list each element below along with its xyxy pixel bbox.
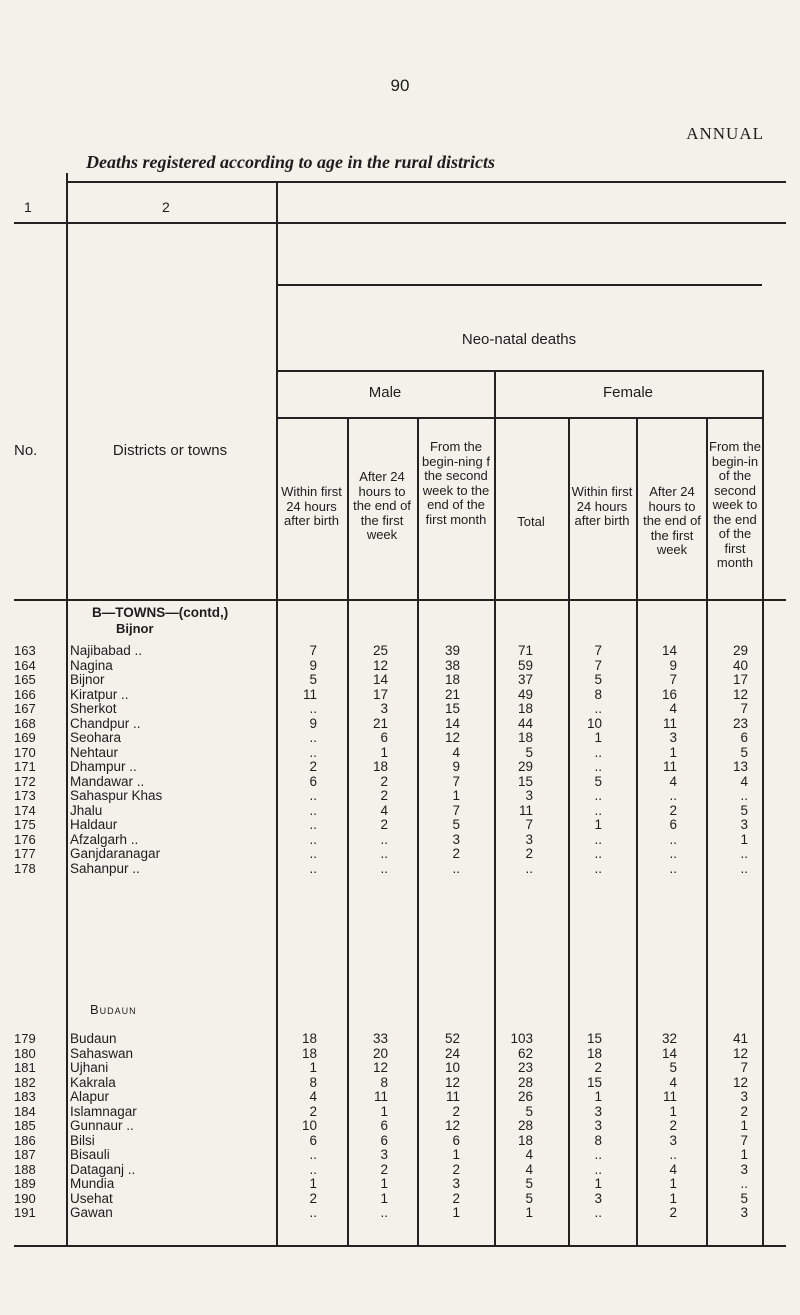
cell-value: 2 (740, 1103, 748, 1119)
row-number: 174 (14, 802, 36, 818)
cell-value: 7 (594, 657, 602, 673)
district-name: Seohara (70, 730, 122, 745)
cell-value: 71 (517, 643, 533, 658)
cell-value: 3 (452, 831, 460, 847)
cell-value: 12 (732, 1045, 748, 1061)
cell-value: .. (740, 788, 748, 803)
cell-value: 2 (594, 1060, 602, 1075)
cell-value: 18 (372, 759, 388, 774)
cell-value: 6 (309, 1132, 317, 1148)
cell-value: .. (309, 1161, 317, 1177)
cell-value: 1 (452, 1147, 460, 1162)
cell-value: 6 (380, 730, 388, 745)
cell-value: 1 (740, 1147, 748, 1162)
row-number: 168 (14, 715, 36, 731)
cell-value: 2 (380, 817, 388, 832)
cell-value: 3 (594, 1118, 602, 1133)
cell-value: 12 (372, 657, 388, 673)
cell-value: 6 (452, 1132, 460, 1148)
cell-value: 40 (732, 657, 748, 673)
header-female-from-second-week: From the begin-in of the second week to the end of the first month (709, 439, 762, 570)
cell-value: 23 (732, 715, 748, 731)
cell-value: 39 (444, 643, 460, 658)
row-number: 163 (14, 643, 36, 658)
cell-value: 14 (661, 643, 677, 658)
cell-value: 9 (669, 657, 677, 673)
cell-value: 1 (380, 1190, 388, 1206)
cell-value: 5 (452, 817, 460, 832)
header-male-within: Within first 24 hours after birth (281, 484, 342, 528)
vrule-no (66, 173, 68, 1245)
cell-value: .. (594, 846, 602, 861)
cell-value: 2 (380, 1161, 388, 1177)
cell-value: 29 (517, 759, 533, 774)
cell-value: 41 (732, 1031, 748, 1046)
rule-after-colnums (14, 222, 786, 224)
district-name: Chandpur .. (70, 715, 141, 731)
cell-value: .. (740, 860, 748, 876)
cell-value: .. (309, 1147, 317, 1162)
district-name: Usehat (70, 1190, 113, 1206)
header-neonatal: Neo-natal deaths (461, 331, 577, 348)
cell-value: 29 (732, 643, 748, 658)
cell-value: 11 (373, 1089, 388, 1104)
row-number: 172 (14, 773, 36, 789)
district-name: Bisauli (70, 1147, 110, 1162)
cell-value: 1 (594, 1089, 602, 1104)
cell-value: 1 (452, 788, 460, 803)
row-number: 183 (14, 1089, 36, 1104)
cell-value: 3 (525, 831, 533, 847)
cell-value: .. (380, 831, 388, 847)
district-name: Gunnaur .. (70, 1118, 134, 1133)
row-number: 166 (14, 686, 36, 702)
cell-value: 11 (662, 1089, 677, 1104)
cell-value: 3 (452, 1176, 460, 1191)
cell-value: 3 (740, 817, 748, 832)
cell-value: 14 (444, 715, 460, 731)
cell-value: 2 (309, 1103, 317, 1119)
cell-value: 23 (517, 1060, 533, 1075)
cell-value: 7 (452, 802, 460, 818)
cell-value: 11 (662, 715, 677, 731)
cell-value: 32 (661, 1031, 677, 1046)
cell-value: 21 (444, 686, 460, 702)
row-number: 178 (14, 860, 36, 876)
cell-value: 7 (740, 701, 748, 716)
cell-value: 2 (452, 1103, 460, 1119)
cell-value: 2 (669, 802, 677, 818)
cell-value: 5 (525, 1190, 533, 1206)
row-number: 190 (14, 1190, 36, 1206)
row-number: 181 (14, 1060, 36, 1075)
cell-value: .. (594, 788, 602, 803)
cell-value: 62 (517, 1045, 533, 1061)
cell-value: 4 (669, 1161, 677, 1177)
cell-value: 7 (740, 1060, 748, 1075)
cell-value: 25 (372, 643, 388, 658)
district-name: Nehtaur (70, 744, 119, 760)
district-name: Ujhani (70, 1060, 109, 1075)
col-number-1: 1 (24, 199, 32, 215)
cell-value: 7 (452, 773, 460, 789)
cell-value: 10 (444, 1060, 460, 1075)
cell-value: 4 (380, 802, 388, 818)
row-number: 164 (14, 657, 36, 673)
cell-value: 2 (452, 1190, 460, 1206)
cell-value: 1 (740, 1118, 748, 1133)
cell-value: 18 (517, 701, 533, 716)
cell-value: 3 (740, 1161, 748, 1177)
cell-value: .. (594, 1205, 602, 1220)
cell-value: 2 (669, 1205, 677, 1220)
cell-value: 7 (669, 672, 677, 687)
district-name: Bilsi (70, 1132, 95, 1148)
header-female-within: Within first 24 hours after birth (571, 484, 633, 528)
district-name: Kakrala (70, 1074, 116, 1090)
district-name: Islamnagar (70, 1103, 137, 1119)
cell-value: 2 (309, 1190, 317, 1206)
cell-value: 3 (525, 788, 533, 803)
cell-value: 3 (380, 701, 388, 716)
cell-value: .. (380, 1205, 388, 1220)
row-number: 167 (14, 701, 36, 716)
row-number: 185 (14, 1118, 36, 1133)
cell-value: 15 (586, 1031, 602, 1046)
district-name: Afzalgarh .. (70, 831, 139, 847)
cell-value: .. (594, 860, 602, 876)
rule-sex-bottom (276, 417, 762, 419)
header-male: Male (368, 384, 402, 401)
cell-value: .. (669, 1147, 677, 1162)
district-name: Dataganj .. (70, 1161, 136, 1177)
district-name: Bijnor (70, 672, 105, 687)
district-name: Gawan (70, 1205, 113, 1220)
rule-table-bottom (14, 1245, 786, 1247)
cell-value: 12 (372, 1060, 388, 1075)
cell-value: 11 (662, 759, 677, 774)
cell-value: 7 (740, 1132, 748, 1148)
rule-neonatal-top (276, 284, 762, 286)
cell-value: .. (740, 1176, 748, 1191)
cell-value: 3 (740, 1205, 748, 1220)
cell-value: 2 (525, 846, 533, 861)
cell-value: .. (594, 802, 602, 818)
cell-value: 33 (372, 1031, 388, 1046)
cell-value: 13 (732, 759, 748, 774)
district-name: Alapur (70, 1089, 110, 1104)
cell-value: 103 (510, 1031, 533, 1046)
cell-value: 1 (594, 730, 602, 745)
district-name: Nagina (70, 657, 113, 673)
header-female: Female (602, 384, 654, 401)
cell-value: 4 (452, 744, 460, 760)
cell-value: 3 (380, 1147, 388, 1162)
vrule-right (762, 370, 764, 1245)
cell-value: 1 (669, 1190, 677, 1206)
cell-value: 18 (444, 672, 460, 687)
row-number: 169 (14, 730, 36, 745)
cell-value: 18 (586, 1045, 602, 1061)
header-annual: ANNUAL (686, 124, 764, 143)
cell-value: .. (309, 846, 317, 861)
cell-value: .. (594, 744, 602, 760)
cell-value: 12 (444, 1074, 460, 1090)
cell-value: .. (669, 788, 677, 803)
row-number: 189 (14, 1176, 36, 1191)
cell-value: .. (309, 730, 317, 745)
cell-value: 1 (740, 831, 748, 847)
rule-sex-top (276, 370, 762, 372)
district-name: Mandawar .. (70, 773, 145, 789)
cell-value: 18 (301, 1031, 317, 1046)
cell-value: 4 (740, 773, 748, 789)
row-number: 179 (14, 1031, 36, 1046)
cell-value: .. (525, 860, 533, 876)
row-number: 191 (14, 1205, 36, 1220)
district-name: Budaun (70, 1031, 117, 1046)
cell-value: 9 (309, 715, 317, 731)
cell-value: .. (594, 759, 602, 774)
cell-value: 2 (380, 788, 388, 803)
cell-value: 1 (309, 1060, 317, 1075)
cell-value: .. (309, 860, 317, 876)
district-name: Sherkot (70, 701, 117, 716)
cell-value: 8 (594, 686, 602, 702)
cell-value: 7 (309, 643, 317, 658)
cell-value: 8 (594, 1132, 602, 1148)
row-number: 176 (14, 831, 36, 847)
row-number: 186 (14, 1132, 36, 1148)
col-number-2: 2 (162, 199, 170, 215)
cell-value: .. (594, 831, 602, 847)
row-number: 180 (14, 1045, 36, 1061)
row-number: 184 (14, 1103, 36, 1119)
cell-value: .. (594, 1147, 602, 1162)
cell-value: 4 (669, 701, 677, 716)
cell-value: 10 (586, 715, 602, 731)
cell-value: 4 (669, 1074, 677, 1090)
cell-value: .. (309, 831, 317, 847)
cell-value: 1 (525, 1205, 533, 1220)
cell-value: 12 (444, 730, 460, 745)
cell-value: 1 (309, 1176, 317, 1191)
cell-value: 4 (525, 1161, 533, 1177)
district-name: Kiratpur .. (70, 686, 129, 702)
cell-value: .. (380, 846, 388, 861)
row-number: 170 (14, 744, 36, 760)
cell-value: 1 (380, 744, 388, 760)
cell-value: 2 (669, 1118, 677, 1133)
cell-value: 15 (517, 773, 533, 789)
header-male-after24: After 24 hours to the end of the first week (353, 469, 411, 542)
cell-value: 5 (309, 672, 317, 687)
district-name: Najibabad .. (70, 643, 143, 658)
row-number: 188 (14, 1161, 36, 1177)
cell-value: 1 (669, 1103, 677, 1119)
cell-value: 2 (309, 759, 317, 774)
cell-value: 4 (669, 773, 677, 789)
cell-value: .. (309, 744, 317, 760)
cell-value: 16 (661, 686, 677, 702)
cell-value: 10 (301, 1118, 317, 1133)
row-number: 175 (14, 817, 36, 832)
row-number: 171 (14, 759, 36, 774)
cell-value: 1 (669, 744, 677, 760)
cell-value: 24 (444, 1045, 460, 1061)
cell-value: .. (669, 860, 677, 876)
cell-value: 18 (301, 1045, 317, 1061)
cell-value: 49 (517, 686, 533, 702)
cell-value: 52 (444, 1031, 460, 1046)
cell-value: 28 (517, 1074, 533, 1090)
cell-value: 1 (380, 1176, 388, 1191)
cell-value: 59 (517, 657, 533, 673)
cell-value: 11 (518, 802, 533, 818)
cell-value: .. (452, 860, 460, 876)
cell-value: 18 (517, 1132, 533, 1148)
cell-value: 26 (517, 1089, 533, 1104)
section-district-budaun: Budaun (90, 1002, 137, 1017)
district-name: Mundia (70, 1176, 115, 1191)
row-number: 182 (14, 1074, 36, 1090)
district-name: Sahanpur .. (70, 860, 140, 876)
cell-value: 6 (309, 773, 317, 789)
page-number: 90 (390, 76, 410, 95)
cell-value: 28 (517, 1118, 533, 1133)
cell-value: 6 (740, 730, 748, 745)
cell-value: 21 (372, 715, 388, 731)
cell-value: 11 (445, 1089, 460, 1104)
row-number: 177 (14, 846, 36, 861)
cell-value: 1 (594, 817, 602, 832)
cell-value: 5 (525, 1103, 533, 1119)
cell-value: 7 (525, 817, 533, 832)
district-name: Ganjdaranagar (70, 846, 161, 861)
cell-value: 8 (380, 1074, 388, 1090)
cell-value: 7 (594, 643, 602, 658)
section-district-bijnor: Bijnor (116, 621, 154, 636)
row-number: 173 (14, 788, 36, 803)
cell-value: .. (740, 846, 748, 861)
cell-value: .. (309, 1205, 317, 1220)
district-name: Dhampur .. (70, 759, 137, 774)
cell-value: 2 (380, 773, 388, 789)
cell-value: 5 (525, 744, 533, 760)
cell-value: 5 (740, 802, 748, 818)
cell-value: 12 (444, 1118, 460, 1133)
cell-value: 15 (586, 1074, 602, 1090)
cell-value: 44 (517, 715, 533, 731)
cell-value: 5 (525, 1176, 533, 1191)
rule-top (66, 181, 786, 183)
cell-value: 20 (372, 1045, 388, 1061)
cell-value: 14 (372, 672, 388, 687)
cell-value: 2 (452, 846, 460, 861)
cell-value: 1 (452, 1205, 460, 1220)
cell-value: .. (309, 802, 317, 818)
cell-value: .. (669, 846, 677, 861)
cell-value: 2 (452, 1161, 460, 1177)
rule-header-bottom (14, 599, 786, 601)
cell-value: .. (309, 701, 317, 716)
cell-value: 1 (594, 1176, 602, 1191)
cell-value: 8 (309, 1074, 317, 1090)
cell-value: 17 (732, 672, 748, 687)
cell-value: 12 (732, 686, 748, 702)
cell-value: 6 (669, 817, 677, 832)
row-number: 165 (14, 672, 36, 687)
cell-value: 3 (594, 1190, 602, 1206)
cell-value: 5 (669, 1060, 677, 1075)
cell-value: 17 (372, 686, 388, 702)
cell-value: 5 (594, 672, 602, 687)
cell-value: 1 (380, 1103, 388, 1119)
cell-value: 4 (309, 1089, 317, 1104)
cell-value: 38 (444, 657, 460, 673)
cell-value: 9 (452, 759, 460, 774)
cell-value: 9 (309, 657, 317, 673)
row-number: 187 (14, 1147, 36, 1162)
cell-value: .. (669, 831, 677, 847)
cell-value: .. (309, 817, 317, 832)
cell-value: .. (309, 788, 317, 803)
cell-value: 3 (669, 730, 677, 745)
table-subtitle: Deaths registered according to age in the rural districts (86, 152, 496, 172)
cell-value: 6 (380, 1132, 388, 1148)
cell-value: .. (594, 701, 602, 716)
section-title-towns: B—TOWNS—(contd,) (92, 605, 229, 620)
cell-value: 5 (740, 1190, 748, 1206)
cell-value: .. (594, 1161, 602, 1177)
district-name: Haldaur (70, 817, 118, 832)
header-no: No. (14, 442, 38, 459)
cell-value: .. (380, 860, 388, 876)
district-name: Jhalu (70, 802, 103, 818)
header-male-from-second-week: From the begin-ning f the second week to the end of the first month (422, 439, 490, 527)
cell-value: 3 (669, 1132, 677, 1148)
district-name: Sahaswan (70, 1045, 134, 1061)
cell-value: 14 (661, 1045, 677, 1061)
cell-value: 4 (525, 1147, 533, 1162)
cell-value: 12 (732, 1074, 748, 1090)
cell-value: 5 (740, 744, 748, 760)
header-female-after24: After 24 hours to the end of the first week (643, 484, 701, 557)
cell-value: 6 (380, 1118, 388, 1133)
district-name: Sahaspur Khas (70, 788, 163, 803)
header-total: Total (517, 514, 545, 529)
cell-value: 18 (517, 730, 533, 745)
cell-value: 15 (444, 701, 460, 716)
cell-value: 5 (594, 773, 602, 789)
header-districts: Districts or towns (112, 442, 228, 459)
cell-value: 1 (669, 1176, 677, 1191)
cell-value: 37 (517, 672, 533, 687)
cell-value: 11 (302, 686, 317, 702)
cell-value: 3 (594, 1103, 602, 1119)
cell-value: 3 (740, 1089, 748, 1104)
